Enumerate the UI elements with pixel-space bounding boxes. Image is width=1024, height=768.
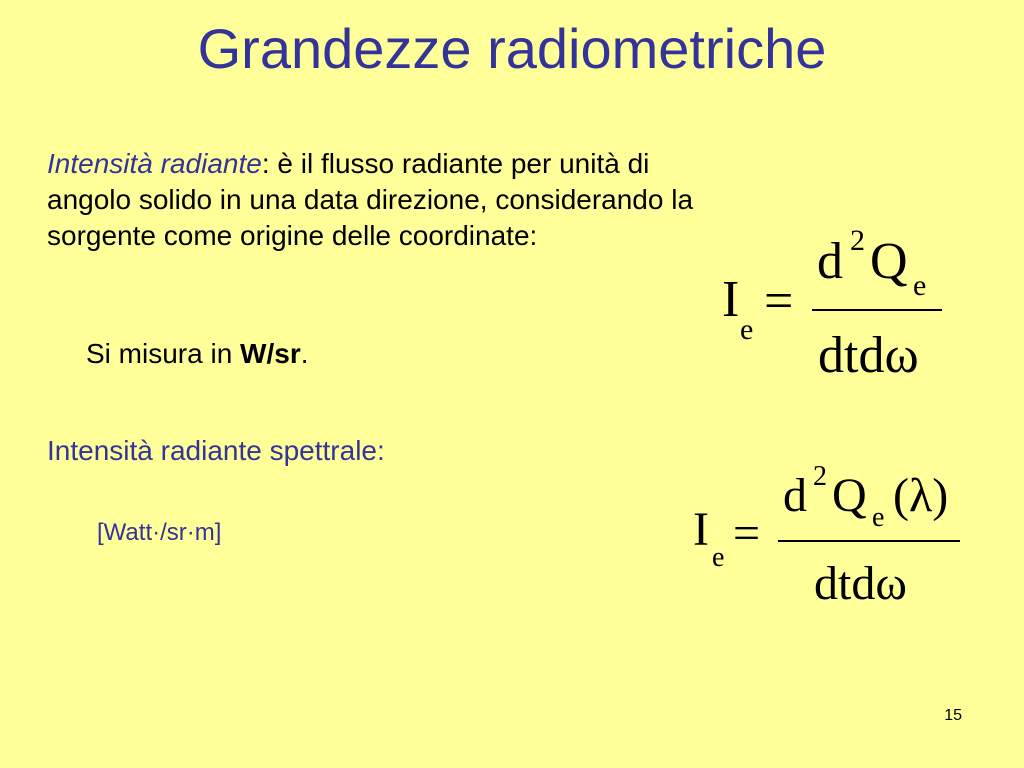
formula2-numerator-exponent: 2 xyxy=(813,461,827,492)
formula2-equals: = xyxy=(733,507,761,560)
page-number: 15 xyxy=(944,707,962,724)
formula2-numerator-d: d xyxy=(783,469,807,522)
formula1-denominator: dtdω xyxy=(818,327,919,384)
formula2-lhs: I xyxy=(693,503,709,556)
formula1-lhs-subscript: e xyxy=(740,313,754,346)
definition-paragraph xyxy=(47,146,707,254)
formula1-equals: = xyxy=(764,273,794,330)
measure-unit: W/sr xyxy=(240,338,301,369)
formula1-fraction-bar xyxy=(812,309,942,311)
formula1-numerator-d: d xyxy=(817,233,843,290)
slide-title: Grandezze radiometriche xyxy=(197,17,827,80)
formula1-numerator-exponent: 2 xyxy=(850,224,865,257)
measure-suffix: . xyxy=(300,338,309,369)
definition-text: : è il flusso radiante per unità di angolo solido in una data direzione, considerando la sorgente come origine delle coordinate: xyxy=(47,148,694,251)
formula2-numerator-argument: (λ) xyxy=(893,469,949,522)
formula2-numerator-q: Q xyxy=(832,469,867,522)
definition-term: Intensità radiante xyxy=(47,148,262,179)
formula1-numerator-q: Q xyxy=(870,233,908,290)
formula2-denominator: dtdω xyxy=(814,557,907,610)
formula1-numerator-subscript: e xyxy=(913,269,927,302)
formula1-lhs: I xyxy=(722,271,740,328)
formula2-lhs-subscript: e xyxy=(712,542,725,573)
formula2-fraction-bar xyxy=(778,540,960,542)
spectral-heading: Intensità radiante spettrale: xyxy=(47,435,385,466)
measure-line xyxy=(86,336,309,372)
spectral-units: [Watt·/sr·m] xyxy=(97,519,222,546)
measure-prefix: Si misura in xyxy=(86,338,241,369)
formula2-numerator-subscript: e xyxy=(872,502,885,533)
